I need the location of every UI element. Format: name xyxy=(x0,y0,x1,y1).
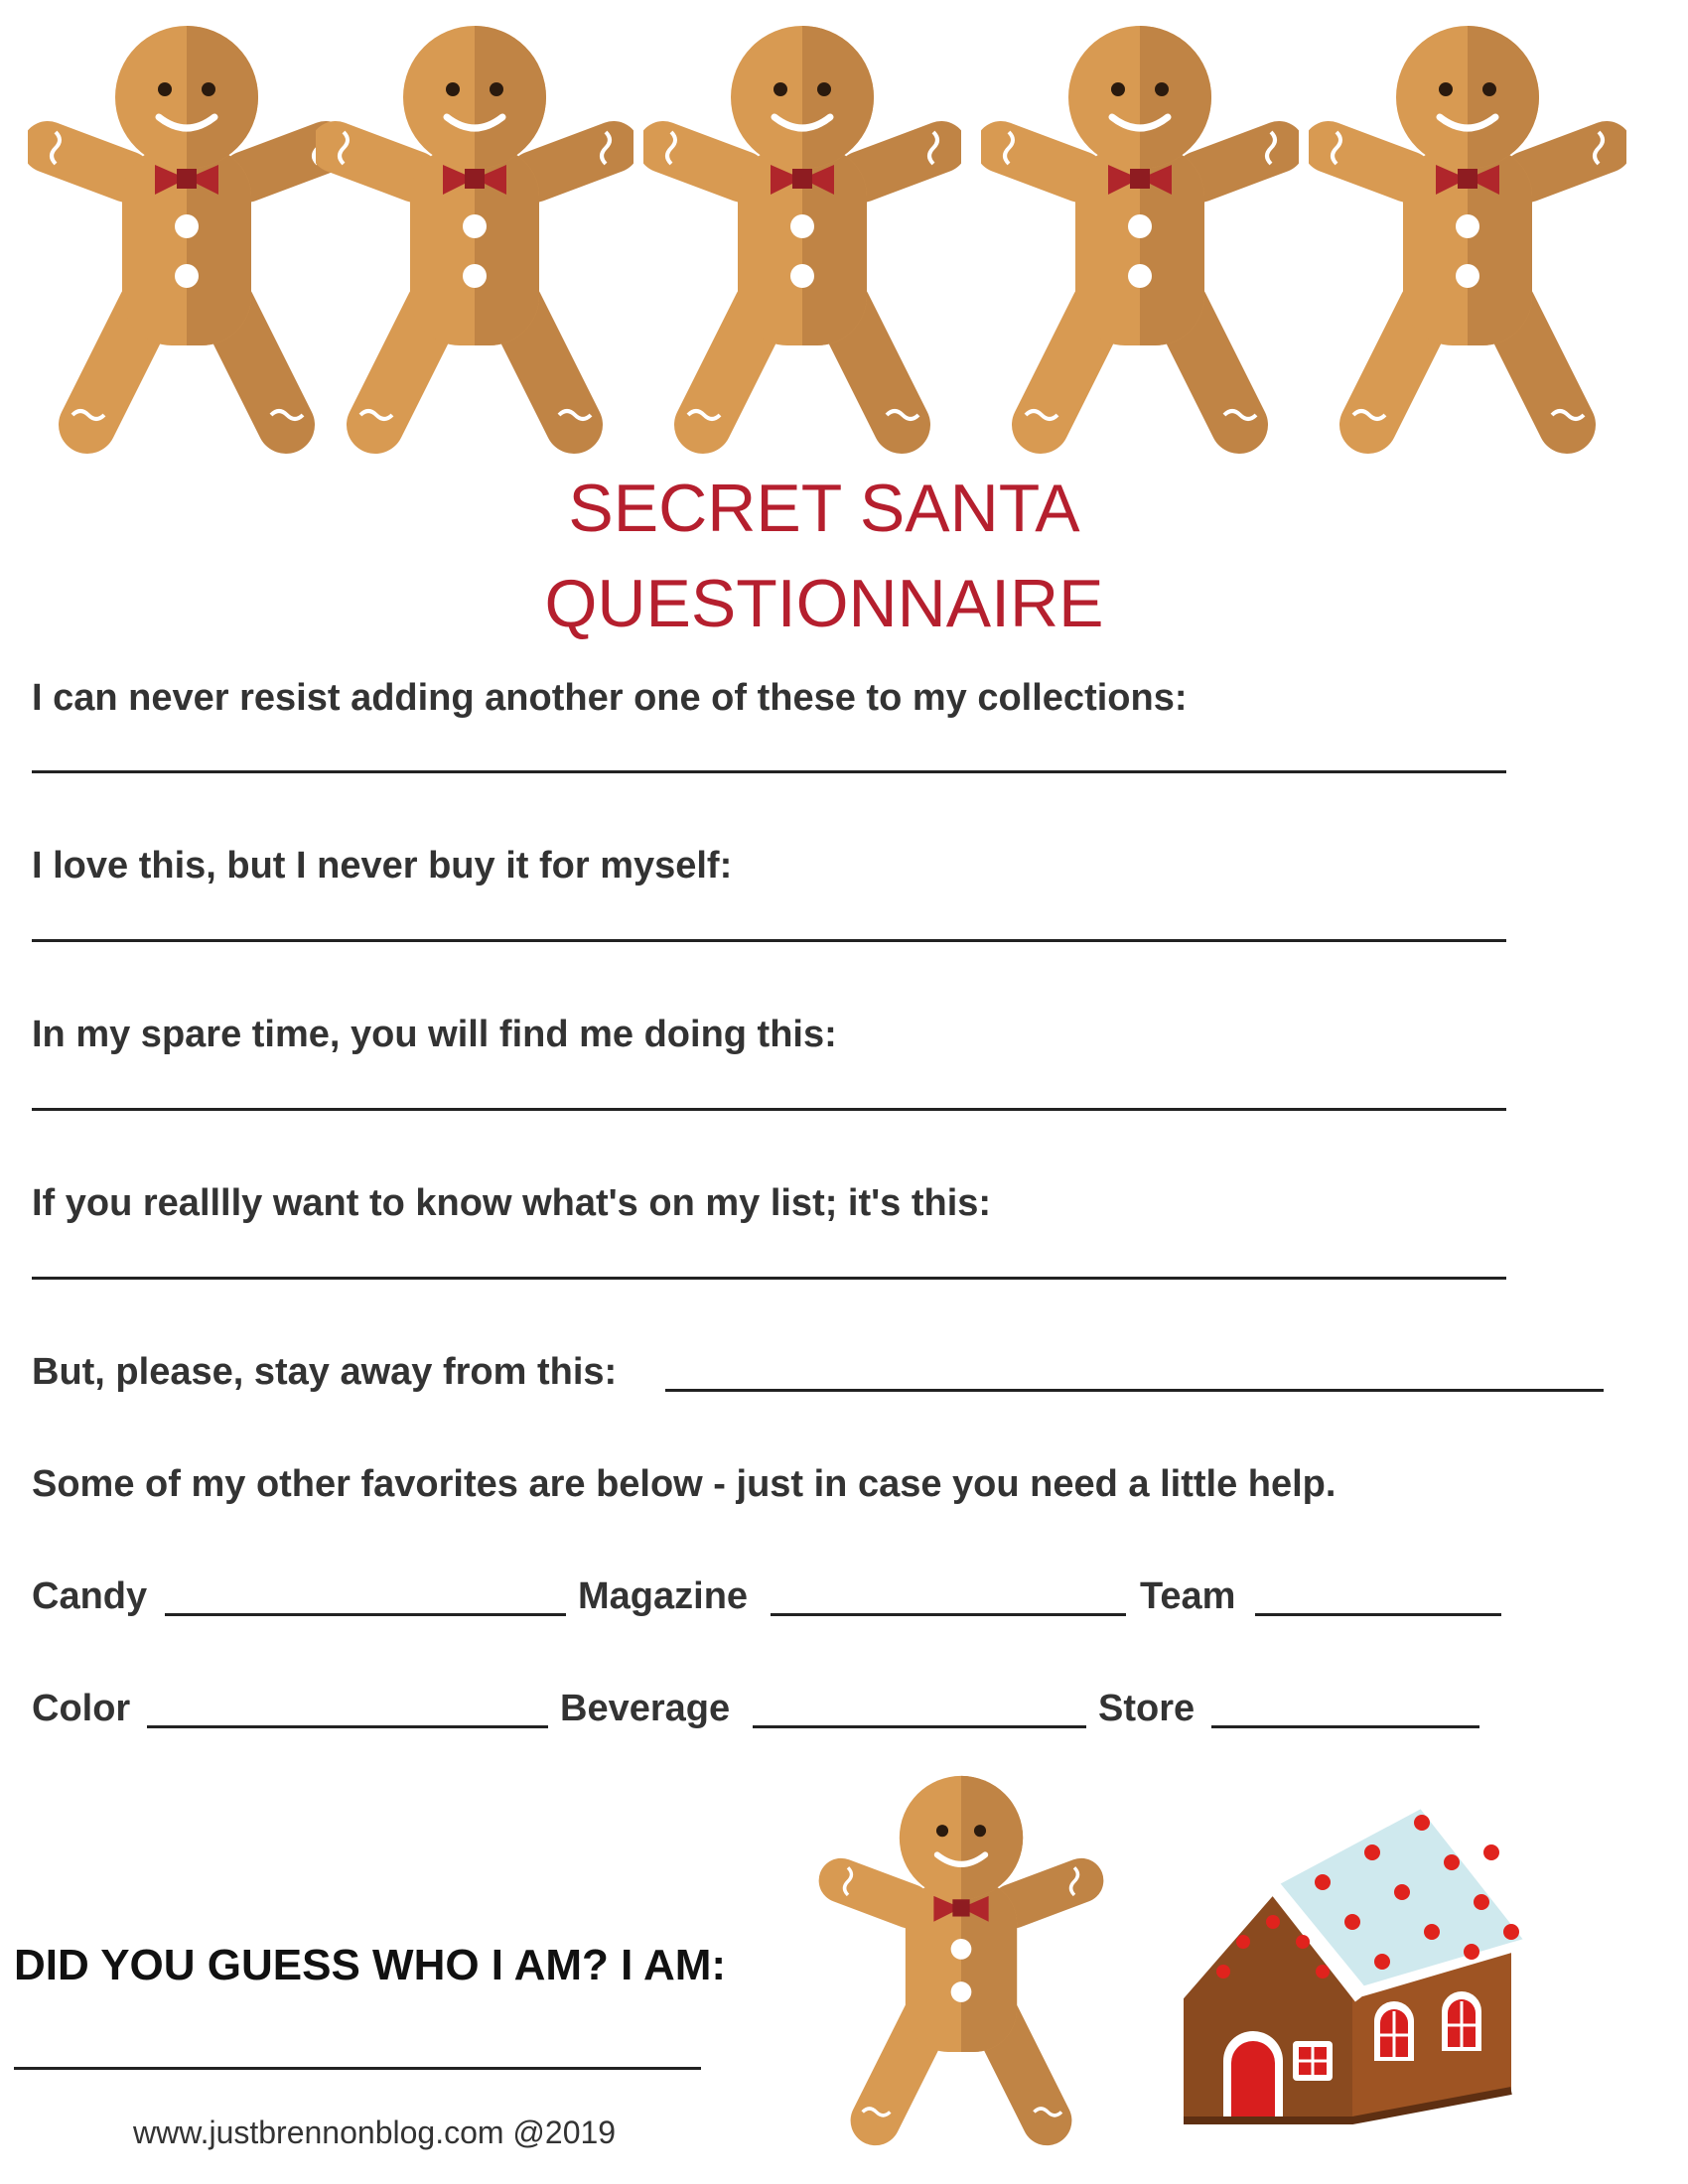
gingerbread-man-icon xyxy=(316,18,633,455)
answer-line-store[interactable] xyxy=(1211,1725,1479,1728)
answer-line-identity[interactable] xyxy=(14,2067,701,2070)
favorite-label-store: Store xyxy=(1098,1688,1196,1729)
gingerbread-man-icon xyxy=(802,1769,1120,2146)
answer-line-magazine[interactable] xyxy=(771,1613,1126,1616)
guess-prompt: DID YOU GUESS WHO I AM? I AM: xyxy=(14,1941,727,1989)
question-stay-away: But, please, stay away from this: xyxy=(32,1351,618,1393)
question-never-buy: I love this, but I never buy it for myself: xyxy=(32,845,733,887)
footer-credit: www.justbrennonblog.com @2019 xyxy=(133,2115,617,2150)
favorite-label-magazine: Magazine xyxy=(578,1575,749,1617)
favorite-label-candy: Candy xyxy=(32,1575,148,1617)
gingerbread-garland xyxy=(0,0,1688,467)
favorites-intro: Some of my other favorites are below - just in case you need a little help. xyxy=(32,1463,1336,1505)
answer-line-never-buy[interactable] xyxy=(32,939,1506,942)
answer-line-spare-time[interactable] xyxy=(32,1108,1506,1111)
answer-line-beverage[interactable] xyxy=(753,1725,1086,1728)
question-spare-time: In my spare time, you will find me doing this: xyxy=(32,1014,837,1055)
question-wish-list: If you realllly want to know what's on my list; it's this: xyxy=(32,1182,992,1224)
answer-line-color[interactable] xyxy=(147,1725,548,1728)
question-collections: I can never resist adding another one of these to my collections: xyxy=(32,677,1188,719)
answer-line-wish-list[interactable] xyxy=(32,1277,1506,1280)
answer-line-team[interactable] xyxy=(1255,1613,1501,1616)
gingerbread-man-icon xyxy=(643,18,961,455)
answer-line-candy[interactable] xyxy=(165,1613,566,1616)
gingerbread-man-icon xyxy=(28,18,346,455)
answer-line-collections[interactable] xyxy=(32,770,1506,773)
gingerbread-man-icon xyxy=(981,18,1299,455)
page-title: SECRET SANTA xyxy=(568,471,1080,546)
favorite-label-beverage: Beverage xyxy=(560,1688,731,1729)
favorite-label-color: Color xyxy=(32,1688,131,1729)
gingerbread-house-icon xyxy=(1164,1793,1541,2130)
favorite-label-team: Team xyxy=(1140,1575,1236,1617)
gingerbread-man-icon xyxy=(1309,18,1626,455)
page-title: QUESTIONNAIRE xyxy=(544,566,1104,641)
answer-line-stay-away[interactable] xyxy=(665,1389,1604,1392)
